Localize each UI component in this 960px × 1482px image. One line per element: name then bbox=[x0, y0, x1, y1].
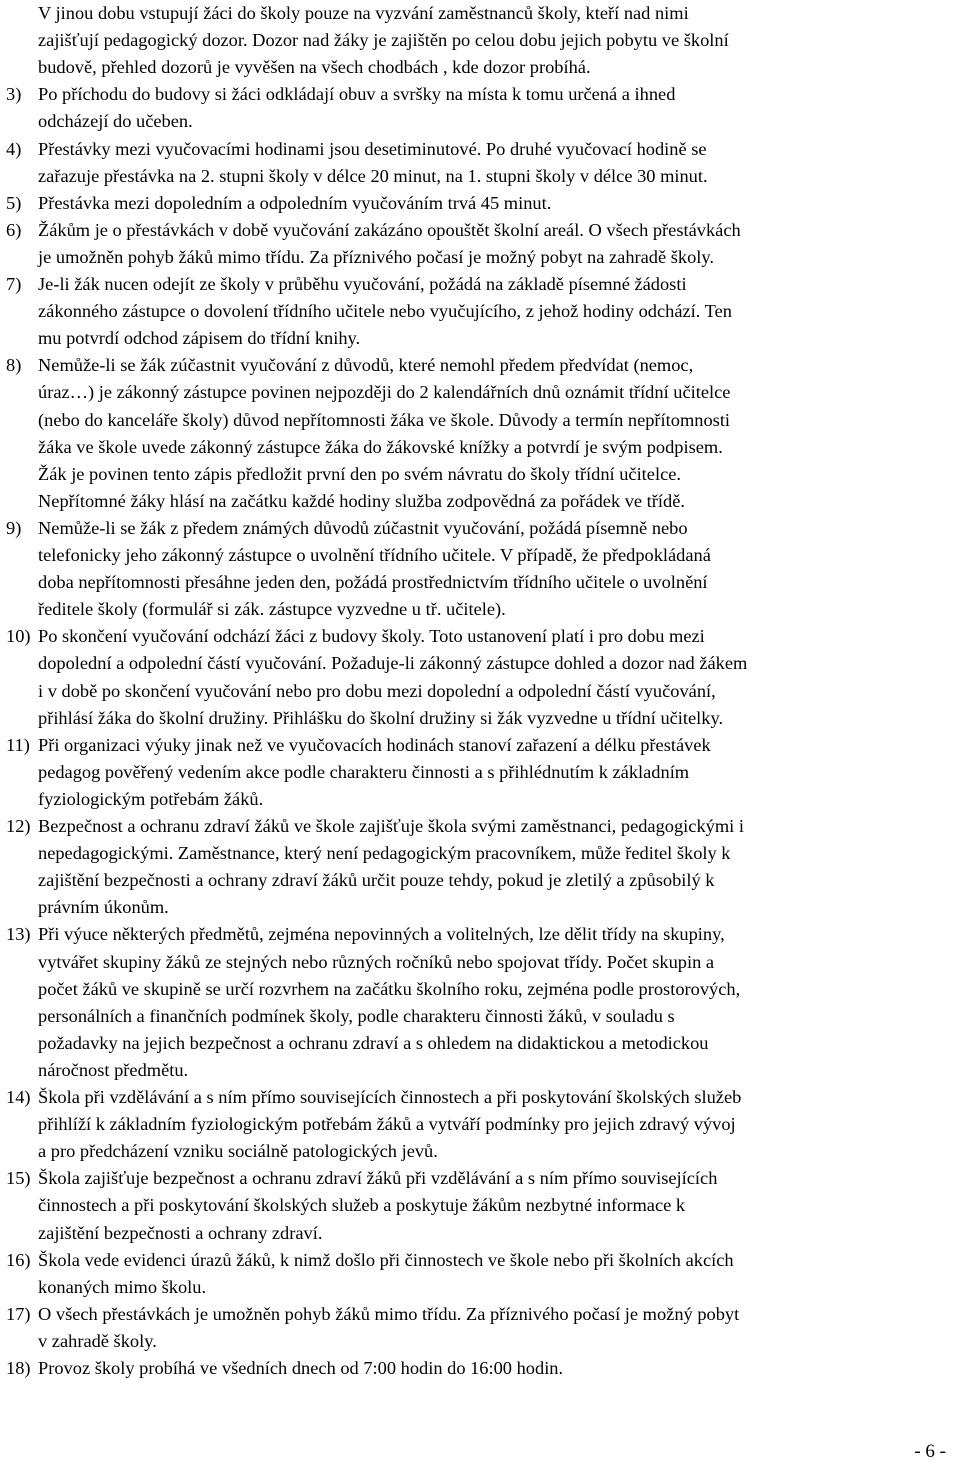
rule-text-line: zákonného zástupce o dovolení třídního učitele nebo vyučujícího, z jehož hodiny odchází. Ten bbox=[38, 301, 732, 322]
rule-text-line: Je-li žák nucen odejít ze školy v průběhu vyučování, požádá na základě písemné žádosti bbox=[38, 274, 687, 294]
rule-text-line: Škola vede evidenci úrazů žáků, k nimž došlo při činnostech ve škole nebo při školních akcích bbox=[38, 1249, 734, 1270]
rule-text-line: vytvářet skupiny žáků ze stejných nebo různých ročníků nebo spojovat třídy. Počet skupin a bbox=[38, 951, 715, 972]
rule-number: 4) bbox=[6, 138, 22, 159]
rule-number: 5) bbox=[6, 192, 22, 213]
rule-text-line: mu potvrdí odchod zápisem do třídní knihy. bbox=[38, 328, 361, 349]
rule-number: 6) bbox=[6, 219, 22, 240]
rule-text-line: a pro předcházení vzniku sociálně patologických jevů. bbox=[38, 1141, 438, 1162]
rule-text-line: přihlíží k základním fyziologickým potřebám žáků a vytváří podmínky pro jejich zdravý vývoj bbox=[38, 1114, 736, 1135]
rule-text-line: Žákům je o přestávkách v době vyučování zakázáno opouštět školní areál. O všech přestávkách bbox=[38, 219, 741, 240]
rule-text-line: právním úkonům. bbox=[38, 897, 169, 918]
rule-text-line: Škola při vzdělávání a s ním přímo souvisejících činnostech a při poskytování školských služeb bbox=[38, 1087, 742, 1107]
rule-text-line: Přestávky mezi vyučovacími hodinami jsou desetiminutové. Po druhé vyučovací hodině se bbox=[38, 138, 707, 159]
rule-text-line: Žák je povinen tento zápis předložit první den po svém návratu do školy třídní učitelce. bbox=[38, 463, 681, 484]
intro-line: budově, přehled dozorů je vyvěšen na všech chodbách , kde dozor probíhá. bbox=[38, 57, 591, 78]
rule-text-line: Nemůže-li se žák zúčastnit vyučování z důvodů, které nemohl předem předvídat (nemoc, bbox=[38, 355, 694, 376]
rule-text-line: zařazuje přestávka na 2. stupni školy v délce 20 minut, na 1. stupni školy v délce 30 minut. bbox=[38, 165, 708, 186]
rule-text-line: v zahradě školy. bbox=[38, 1330, 157, 1351]
rule-number: 13) bbox=[6, 924, 31, 945]
rule-number: 11) bbox=[6, 734, 30, 755]
rule-text-line: O všech přestávkách je umožněn pohyb žáků mimo třídu. Za příznivého počasí je možný pobyt bbox=[38, 1303, 740, 1324]
rule-text-line: ředitele školy (formulář si zák. zástupce vyzvedne u tř. učitele). bbox=[38, 599, 506, 620]
rule-text-line: Při organizaci výuky jinak než ve vyučovacích hodinách stanoví zařazení a délku přestávek bbox=[38, 734, 711, 755]
rule-text-line: úraz…) je zákonný zástupce povinen nejpozději do 2 kalendářních dnů oznámit třídní učitelce bbox=[38, 382, 731, 403]
rule-text-line: žáka ve škole uvede zákonný zástupce žáka do žákovské knížky a potvrdí je svým podpisem. bbox=[38, 436, 723, 457]
rule-number: 10) bbox=[6, 626, 31, 647]
rule-text-line: Nemůže-li se žák z předem známých důvodů zúčastnit vyučování, požádá písemně nebo bbox=[38, 517, 688, 538]
rule-number: 16) bbox=[6, 1249, 31, 1270]
rule-number: 14) bbox=[6, 1087, 31, 1107]
rule-text-line: i v době po skončení vyučování nebo pro dobu mezi dopolední a odpolední částí vyučování, bbox=[38, 680, 716, 701]
rule-number: 15) bbox=[6, 1168, 31, 1189]
rule-text-line: počet žáků ve skupině se určí rozvrhem na začátku školního roku, zejména podle prostorových, bbox=[38, 978, 741, 999]
intro-line: V jinou dobu vstupují žáci do školy pouze na vyzvání zaměstnanců školy, kteří nad nimi bbox=[38, 3, 689, 23]
rule-text-line: (nebo do kanceláře školy) důvod nepřítomnosti žáka ve škole. Důvody a termín nepřítomnosti bbox=[38, 409, 731, 430]
rule-text-line: je umožněn pohyb žáků mimo třídu. Za příznivého počasí je možný pobyt na zahradě školy. bbox=[38, 246, 715, 267]
rule-text-line: zajištění bezpečnosti a ochrany zdraví. bbox=[38, 1222, 323, 1243]
rule-text-line: zajištění bezpečnosti a ochrany zdraví žáků určit pouze tehdy, pokud je zletilý a způsobilý k bbox=[38, 870, 715, 891]
rule-text-line: Bezpečnost a ochranu zdraví žáků ve škole zajišťuje škola svými zaměstnanci, pedagogickými i bbox=[38, 816, 744, 836]
rule-text-line: odcházejí do učeben. bbox=[38, 111, 193, 132]
rule-text-line: Po příchodu do budovy si žáci odkládají obuv a svršky na místa k tomu určená a ihned bbox=[38, 84, 676, 105]
rule-text-line: doba nepřítomnosti přesáhne jeden den, požádá prostřednictvím třídního učitele o uvolnění bbox=[38, 572, 708, 593]
rule-text-line: dopolední a odpolední částí vyučování. Požaduje-li zákonný zástupce dohled a dozor nad žákem bbox=[38, 653, 748, 674]
rule-number: 9) bbox=[6, 517, 22, 538]
rule-text-line: přihlásí žáka do školní družiny. Přihlášku do školní družiny si žák vyzvedne u třídní učitelky. bbox=[38, 707, 724, 728]
rule-text-line: personálních a finančních podmínek školy, podle charakteru činnosti žáků, v souladu s bbox=[38, 1005, 675, 1026]
rule-text-line: náročnost předmětu. bbox=[38, 1059, 189, 1080]
rule-text-line: Po skončení vyučování odchází žáci z budovy školy. Toto ustanovení platí i pro dobu mezi bbox=[38, 626, 705, 647]
rule-number: 7) bbox=[6, 274, 22, 294]
rule-text-line: konaných mimo školu. bbox=[38, 1276, 207, 1297]
rule-text-line: činnostech a při poskytování školských služeb a poskytuje žákům nezbytné informace k bbox=[38, 1195, 686, 1216]
rule-text-line: Nepřítomné žáky hlásí na začátku každé hodiny služba zodpovědná za pořádek ve třídě. bbox=[38, 490, 685, 511]
rule-text-line: nepedagogickými. Zaměstnance, který není pedagogickým pracovníkem, může ředitel školy k bbox=[38, 843, 731, 864]
rule-text-line: Škola zajišťuje bezpečnost a ochranu zdraví žáků při vzdělávání a s ním přímo souvisejících bbox=[38, 1168, 718, 1189]
rule-number: 8) bbox=[6, 355, 22, 376]
rule-text-line: telefonicky jeho zákonný zástupce o uvolnění třídního učitele. V případě, že předpokládaná bbox=[38, 545, 711, 565]
rule-text-line: fyziologickým potřebám žáků. bbox=[38, 788, 264, 809]
rule-number: 3) bbox=[6, 84, 22, 105]
rule-text-line: Přestávka mezi dopoledním a odpoledním vyučováním trvá 45 minut. bbox=[38, 192, 552, 213]
rule-text-line: pedagog pověřený vedením akce podle charakteru činnosti a s přihlédnutím k základním bbox=[38, 761, 690, 782]
rule-text-line: Při výuce některých předmětů, zejména nepovinných a volitelných, lze dělit třídy na skupiny, bbox=[38, 924, 725, 945]
page-number: - 6 - bbox=[914, 1441, 946, 1462]
rule-number: 17) bbox=[6, 1303, 31, 1324]
rule-number: 18) bbox=[6, 1358, 31, 1378]
rule-text-line: požadavky na jejich bezpečnost a ochranu zdraví a s ohledem na didaktickou a metodickou bbox=[38, 1032, 709, 1053]
intro-line: zajišťují pedagogický dozor. Dozor nad žáky je zajištěn po celou dobu jejich pobytu ve školní bbox=[38, 30, 729, 51]
rule-text-line: Provoz školy probíhá ve všedních dnech od 7:00 hodin do 16:00 hodin. bbox=[38, 1358, 564, 1378]
rule-number: 12) bbox=[6, 816, 31, 836]
